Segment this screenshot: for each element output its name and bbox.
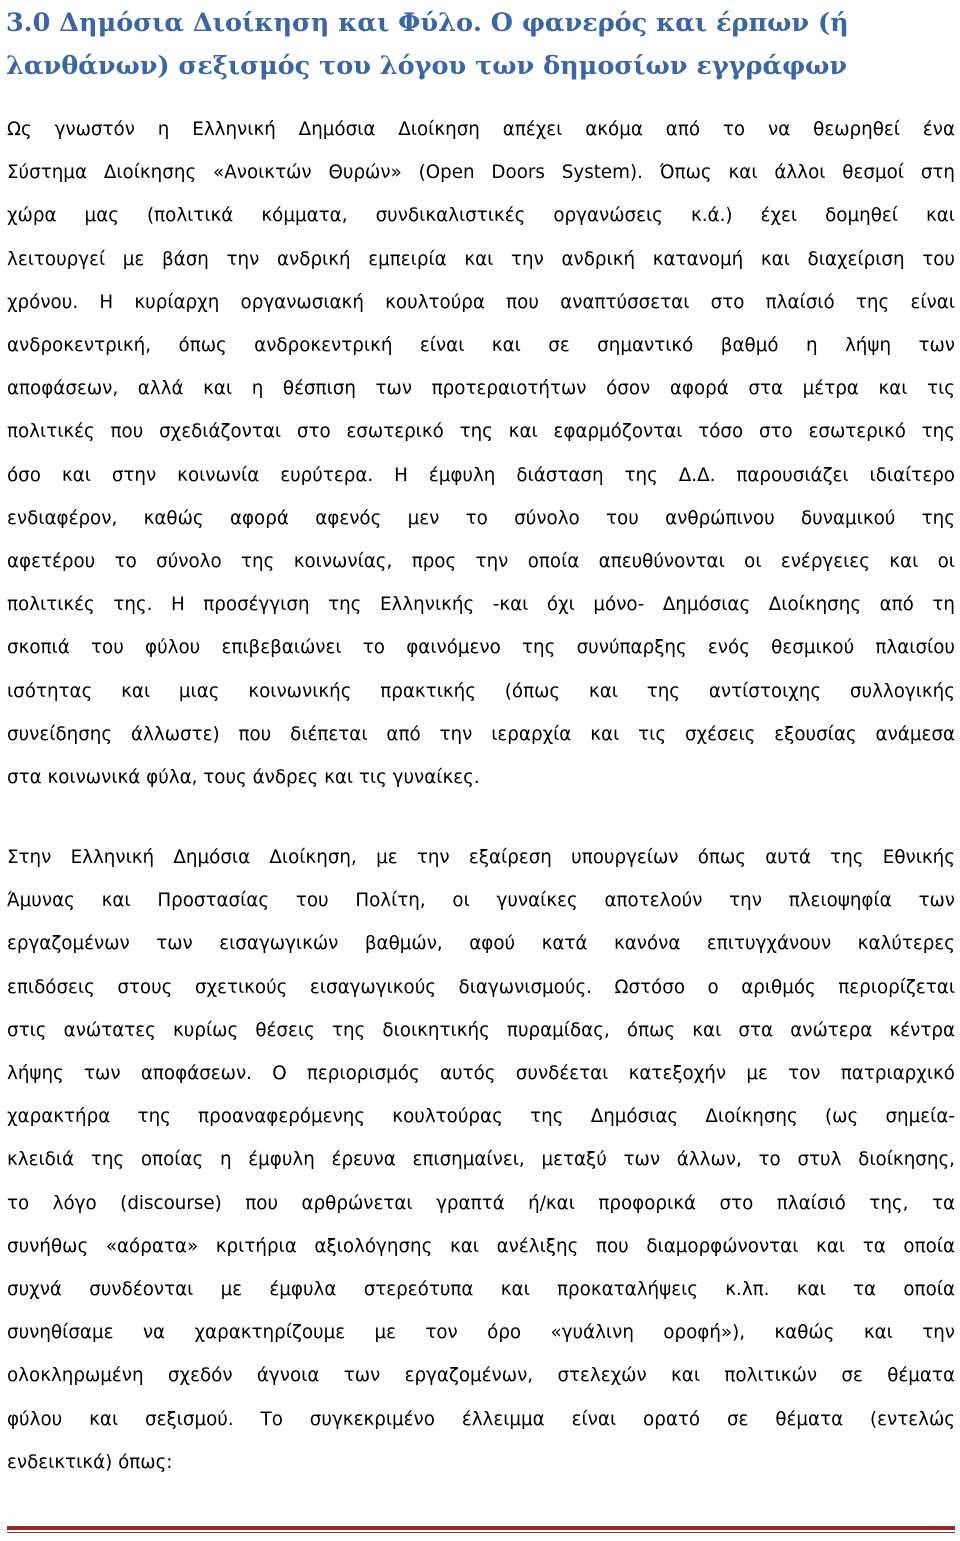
paragraph-1 bbox=[7, 108, 955, 799]
heading-line: λανθάνων) σεξισμός του λόγου των δημοσίων εγγράφων bbox=[6, 51, 848, 81]
text-line: συνήθως «αόρατα» κριτήρια αξιολόγησης και ανέλιξης που διαμορφώνονται και τα οποία bbox=[7, 1235, 955, 1257]
text-line: όσο και στην κοινωνία ευρύτερα. Η έμφυλη διάσταση της Δ.Δ. παρουσιάζει ιδιαίτερο bbox=[7, 464, 955, 486]
text-line: σκοπιά του φύλου επιβεβαιώνει το φαινόμενο της συνύπαρξης ενός θεσμικού πλαισίου bbox=[7, 637, 955, 659]
text-line: συχνά συνδέονται με έμφυλα στερεότυπα και προκαταλήψεις κ.λπ. και τα οποία bbox=[7, 1279, 955, 1301]
text-line: συνείδησης άλλωστε) που διέπεται από την ιεραρχία και τις σχέσεις εξουσίας ανάμεσα bbox=[7, 723, 955, 745]
text-line: ολοκληρωμένη σχεδόν άγνοια των εργαζομένων, στελεχών και πολιτικών σε θέματα bbox=[7, 1365, 955, 1387]
heading-line: 3.0 Δημόσια Διοίκηση και Φύλο. Ο φανερός και έρπων (ή bbox=[6, 8, 849, 38]
text-line: λειτουργεί με βάση την ανδρική εμπειρία και την ανδρική κατανομή και διαχείριση του bbox=[7, 248, 955, 270]
text-line: στις ανώτατες κυρίως θέσεις της διοικητικής πυραμίδας, όπως και στα ανώτερα κέντρα bbox=[7, 1019, 955, 1041]
text-line: χώρα μας (πολιτικά κόμματα, συνδικαλιστικές οργανώσεις κ.ά.) έχει δομηθεί και bbox=[7, 205, 955, 227]
text-line: αφετέρου το σύνολο της κοινωνίας, προς την οποία απευθύνονται οι ενέργειες και οι bbox=[7, 551, 955, 573]
text-line: χρόνου. Η κυρίαρχη οργανωσιακή κουλτούρα που αναπτύσσεται στο πλαίσιό της είναι bbox=[7, 291, 955, 313]
text-line: στα κοινωνικά φύλα, τους άνδρες και τις γυναίκες. bbox=[7, 767, 480, 789]
text-line: το λόγο (discourse) που αρθρώνεται γραπτά ή/και προφορικά στο πλαίσιό της, τα bbox=[7, 1192, 955, 1214]
text-line: ισότητας και μιας κοινωνικής πρακτικής (όπως και της αντίστοιχης συλλογικής bbox=[7, 680, 955, 702]
text-line: Σύστημα Διοίκησης «Ανοικτών Θυρών» (Open Doors System). Όπως και άλλοι θεσμοί στη bbox=[7, 162, 955, 184]
text-line: πολιτικές της. Η προσέγγιση της Ελληνικής -και όχι μόνο- Δημόσιας Διοίκησης από τη bbox=[7, 594, 955, 616]
text-line: Ως γνωστόν η Ελληνική Δημόσια Διοίκηση απέχει ακόμα από το να θεωρηθεί ένα bbox=[7, 119, 955, 140]
text-line: επιδόσεις στους σχετικούς εισαγωγικούς διαγωνισμούς. Ωστόσο ο αριθμός περιορίζεται bbox=[7, 976, 955, 998]
text-line: φύλου και σεξισμού. Το συγκεκριμένο έλλειμμα είναι ορατό σε θέματα (εντελώς bbox=[7, 1408, 955, 1430]
text-line: συνηθίσαμε να χαρακτηρίζουμε με τον όρο «γυάλινη οροφή»), καθώς και την bbox=[7, 1322, 955, 1344]
text-line: ενδιαφέρον, καθώς αφορά αφενός μεν το σύνολο του ανθρώπινου δυναμικού της bbox=[7, 507, 955, 529]
text-line: αποφάσεων, αλλά και η θέσπιση των προτεραιοτήτων όσον αφορά στα μέτρα και τις bbox=[7, 378, 955, 400]
text-line: Στην Ελληνική Δημόσια Διοίκηση, με την εξαίρεση υπουργείων όπως αυτά της Εθνικής bbox=[7, 847, 955, 868]
text-line: λήψης των αποφάσεων. Ο περιορισμός αυτός συνδέεται κατεξοχήν με τον πατριαρχικό bbox=[7, 1063, 955, 1085]
footer-rule bbox=[7, 1526, 955, 1533]
text-line: Άμυνας και Προστασίας του Πολίτη, οι γυναίκες αποτελούν την πλειοψηφία των bbox=[7, 890, 955, 912]
section-heading bbox=[6, 2, 952, 88]
text-line: κλειδιά της οποίας η έμφυλη έρευνα επισημαίνει, μεταξύ των άλλων, το στυλ διοίκησης, bbox=[7, 1149, 955, 1171]
text-line: εργαζομένων των εισαγωγικών βαθμών, αφού κατά κανόνα επιτυγχάνουν καλύτερες bbox=[7, 933, 955, 955]
text-line: ενδεικτικά) όπως: bbox=[7, 1451, 173, 1473]
text-line: χαρακτήρα της προαναφερόμενης κουλτούρας της Δημόσιας Διοίκησης (ως σημεία- bbox=[7, 1106, 955, 1128]
paragraph-2 bbox=[7, 836, 955, 1484]
text-line: ανδροκεντρική, όπως ανδροκεντρική είναι και σε σημαντικό βαθμό η λήψη των bbox=[7, 335, 955, 357]
text-line: πολιτικές που σχεδιάζονται στο εσωτερικό της και εφαρμόζονται τόσο στο εσωτερικό της bbox=[7, 421, 955, 443]
